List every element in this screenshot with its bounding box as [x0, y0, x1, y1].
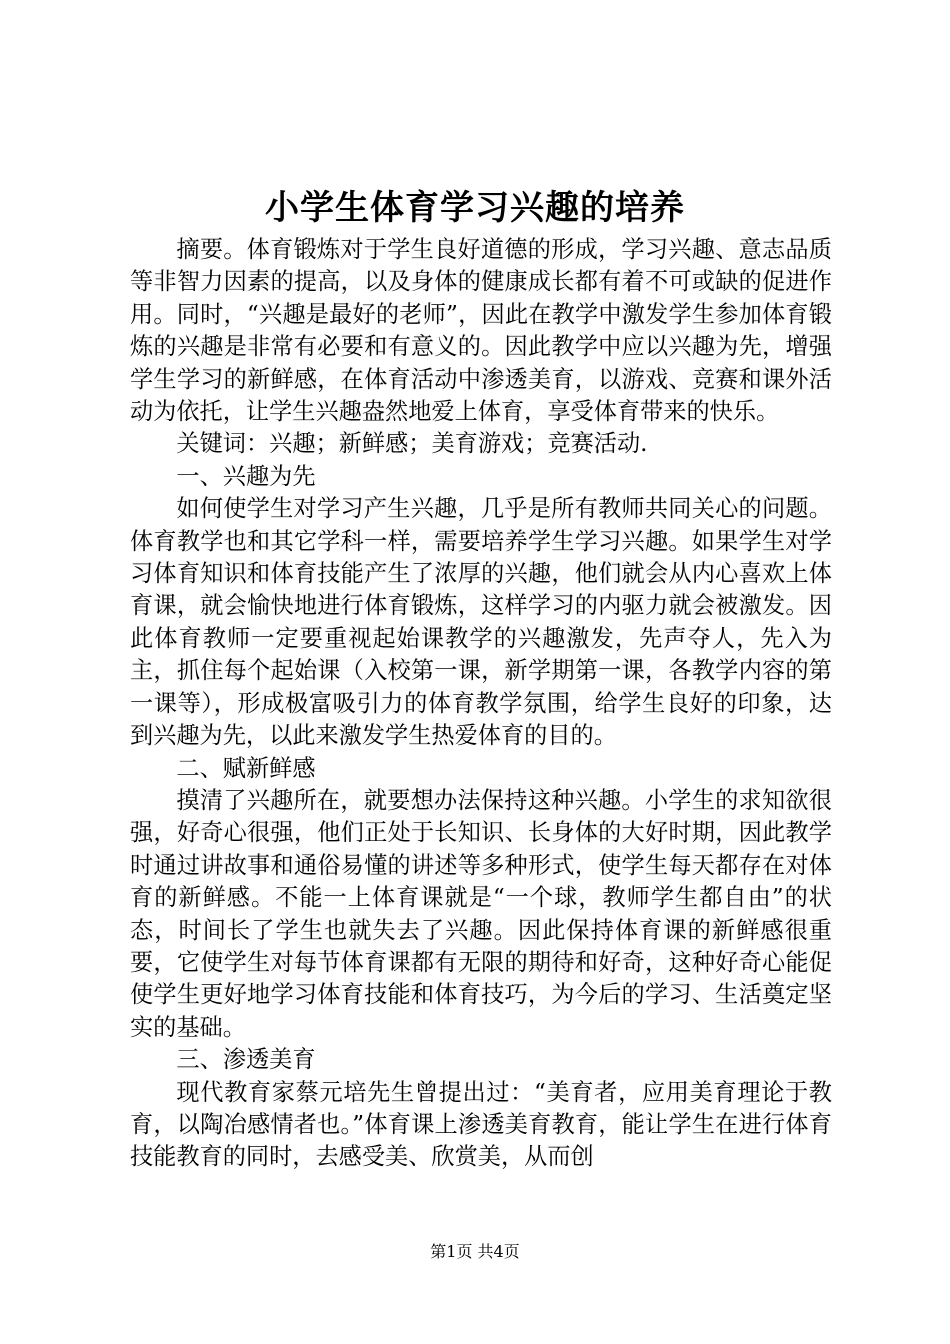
document-body — [130, 234, 832, 1174]
keywords-paragraph: 关键词：兴趣；新鲜感；美育游戏；竞赛活动. — [176, 430, 648, 458]
section-heading-2: 二、赋新鲜感 — [176, 754, 316, 782]
section-heading-3: 三、渗透美育 — [176, 1046, 316, 1074]
document-title: 小学生体育学习兴趣的培养 — [265, 188, 685, 228]
section-3-paragraph: 现代教育家蔡元培先生曾提出过：“美育者，应用美育理论于教育，以陶冶感情者也。”体育课上渗透美育教育，能让学生在进行体育技能教育的同时，去感受美、欣赏美，从而创 — [130, 1078, 832, 1171]
section-1-paragraph: 如何使学生对学习产生兴趣，几乎是所有教师共同关心的问题。体育教学也和其它学科一样，需要培养学生学习兴趣。如果学生对学习体育知识和体育技能产生了浓厚的兴趣，他们就会从内心喜欢上体育课，就会愉快地进行体育锻炼，这样学习的内驱力就会被激发。因此体育教师一定要重视起始课教学的兴趣激发，先声夺人，先入为主，抓住每个起始课（入校第一课，新学期第一课，各教学内容的第一课等），形成极富吸引力的体育教学氛围，给学生良好的印象，达到兴趣为先，以此来激发学生热爱体育的目的。 — [130, 495, 832, 750]
section-heading-1: 一、兴趣为先 — [176, 462, 316, 490]
page-number-footer: 第1页 共4页 — [430, 1242, 520, 1261]
abstract-paragraph: 摘要。体育锻炼对于学生良好道德的形成，学习兴趣、意志品质等非智力因素的提高，以及身体的健康成长都有着不可或缺的促进作用。同时，“兴趣是最好的老师”，因此在教学中激发学生参加体育锻炼的兴趣是非常有必要和有意义的。因此教学中应以兴趣为先，增强学生学习的新鲜感，在体育活动中渗透美育，以游戏、竞赛和课外活动为依托，让学生兴趣盎然地爱上体育，享受体育带来的快乐。 — [130, 236, 832, 426]
section-2-paragraph: 摸清了兴趣所在，就要想办法保持这种兴趣。小学生的求知欲很强，好奇心很强，他们正处于长知识、长身体的大好时期，因此教学时通过讲故事和通俗易懂的讲述等多种形式，使学生每天都存在对体育的新鲜感。不能一上体育课就是“一个球，教师学生都自由”的状态，时间长了学生也就失去了兴趣。因此保持体育课的新鲜感很重要，它使学生对每节体育课都有无限的期待和好奇，这种好奇心能促使学生更好地学习体育技能和体育技巧，为今后的学习、生活奠定坚实的基础。 — [130, 786, 832, 1041]
